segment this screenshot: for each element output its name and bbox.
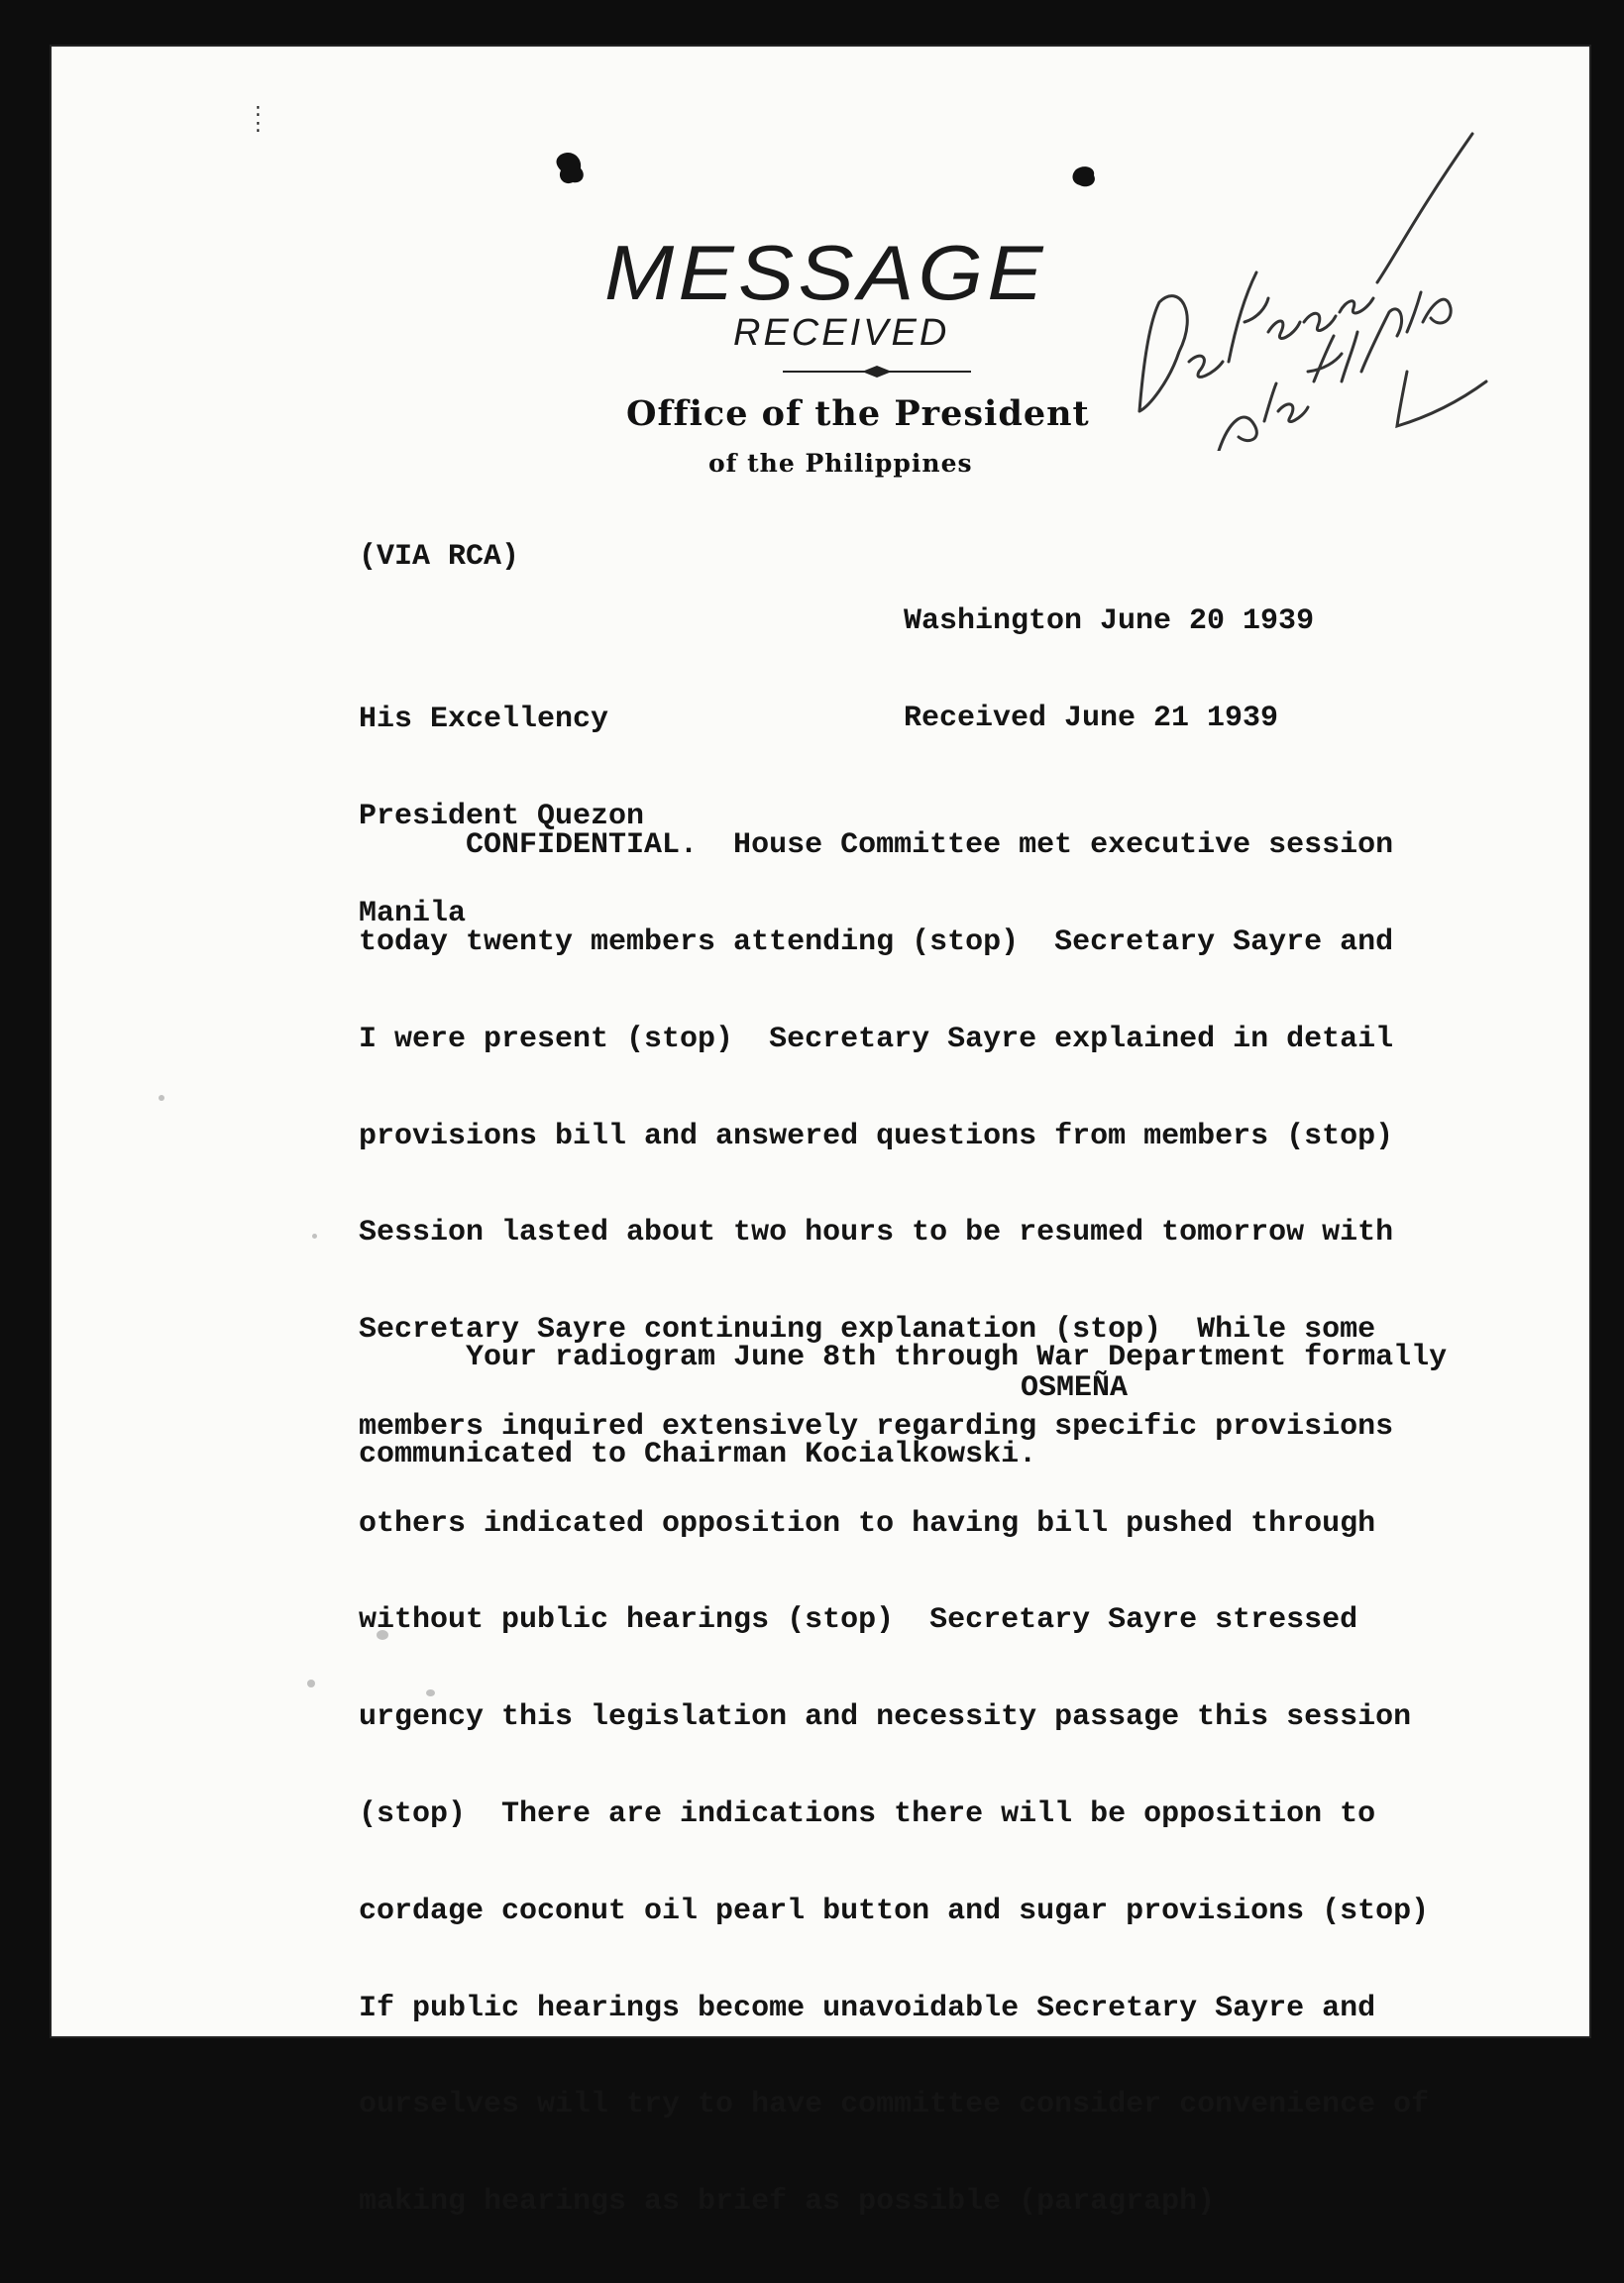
closing-line: communicated to Chairman Kocialkowski. — [359, 1437, 1037, 1471]
address-line: President Quezon — [359, 799, 645, 833]
body-line: I were present (stop) Secretary Sayre explained in detail — [359, 1022, 1394, 1056]
paper-speck — [159, 1095, 164, 1101]
received-date: Received June 21 1939 — [904, 701, 1279, 735]
letterhead-subtitle: RECEIVED — [733, 312, 950, 354]
body-line: provisions bill and answered questions from members (stop) — [359, 1119, 1394, 1153]
body-line: today twenty members attending (stop) Secretary Sayre and — [359, 924, 1394, 959]
margin-dots: : : — [253, 102, 264, 138]
body-line: Session lasted about two hours to be resumed tomorrow with — [359, 1216, 1394, 1250]
paper-speck — [377, 1630, 388, 1640]
address-line: Manila — [359, 896, 467, 930]
office-of-the-president: Office of the President — [626, 393, 1090, 434]
sent-date: Washington June 20 1939 — [904, 604, 1315, 639]
via-rca: (VIA RCA) — [359, 540, 520, 574]
body-line: without public hearings (stop) Secretary Sayre stressed — [359, 1603, 1358, 1638]
message-page — [50, 45, 1591, 2220]
body-line: others indicated opposition to having bill pushed through — [359, 1506, 1376, 1541]
body-line: (stop) There are indications there will be opposition to — [359, 1797, 1376, 1831]
body-line: members inquired extensively regarding specific provisions — [359, 1409, 1394, 1444]
ornament-divider — [783, 365, 971, 379]
paper-speck — [307, 1680, 315, 1687]
handwritten-annotation — [1120, 124, 1496, 451]
body-line: cordage coconut oil pearl button and sugar provisions (stop) — [359, 1894, 1430, 1928]
signature: OSMEÑA — [1021, 1371, 1129, 1405]
date-block — [904, 541, 1314, 800]
closing-paragraph — [359, 1277, 1447, 1536]
body-line: Secretary Sayre continuing explanation (stop) While some — [359, 1313, 1376, 1348]
of-the-philippines: of the Philippines — [708, 449, 973, 478]
closing-line: Your radiogram June 8th through War Department formally — [359, 1341, 1448, 1375]
address-line: His Excellency — [359, 703, 609, 737]
paper-speck — [426, 1689, 435, 1696]
body-line: If public hearings become unavoidable Secretary Sayre and — [359, 1991, 1376, 2025]
letterhead-title: MESSAGE — [604, 229, 1047, 316]
body-line: urgency this legislation and necessity passage this session — [359, 1700, 1412, 1735]
paper-speck — [312, 1234, 317, 1239]
body-line: CONFIDENTIAL. House Committee met executive session — [359, 828, 1394, 863]
body-line: making hearings as brief as possible (paragraph) — [359, 2185, 1216, 2220]
ink-blot-left — [553, 149, 593, 188]
ink-blot-right — [1070, 162, 1100, 191]
body-line: ourselves will try to have committee consider convenience of — [359, 2088, 1430, 2122]
